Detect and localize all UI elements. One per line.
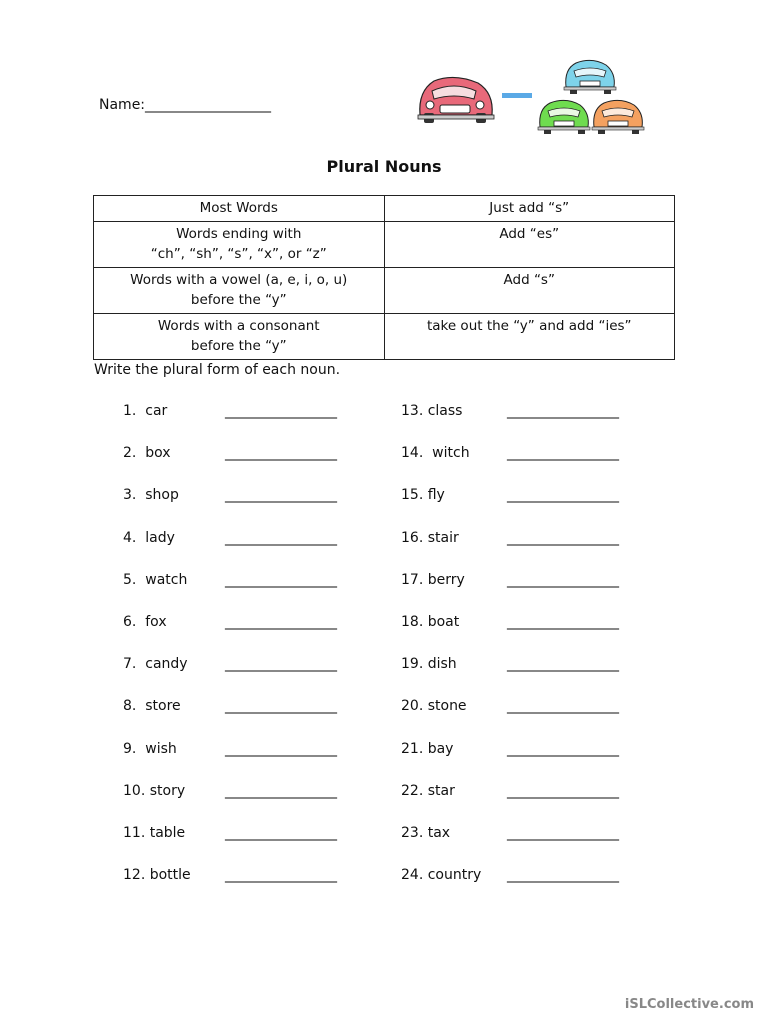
table-row <box>94 314 675 360</box>
rule-text: Words with a vowel (a, e, i, o, u) <box>130 272 348 288</box>
answer-blank[interactable]: ________________ <box>225 824 337 841</box>
noun-label: 3. shop <box>123 487 179 504</box>
rule-cell <box>94 314 385 360</box>
noun-label: 12. bottle <box>123 867 191 884</box>
noun-label: 7. candy <box>123 656 188 673</box>
rule-text: before the “y” <box>190 338 287 354</box>
noun-label: 15. fly <box>401 487 445 504</box>
action-text: Just add “s” <box>489 200 570 216</box>
rule-cell <box>94 196 385 222</box>
orange-car-icon <box>592 100 644 134</box>
green-car-icon <box>538 100 590 134</box>
table-row <box>94 222 675 268</box>
answer-blank[interactable]: ________________ <box>225 403 337 419</box>
noun-label: 23. tax <box>401 824 451 841</box>
rules-table <box>93 195 675 360</box>
rule-text: before the “y” <box>190 292 287 308</box>
rule-cell <box>94 268 385 314</box>
answer-blank[interactable]: ________________ <box>507 782 619 799</box>
speed-line-icon <box>502 93 532 98</box>
action-text: Add “es” <box>499 226 560 242</box>
answer-blank[interactable]: ________________ <box>225 740 337 757</box>
name-field[interactable]: Name:__________________ <box>99 97 272 113</box>
answer-blank[interactable]: ________________ <box>507 571 619 588</box>
action-cell <box>384 196 675 222</box>
noun-label: 9. wish <box>123 740 177 757</box>
rule-cell <box>94 222 385 268</box>
answer-blank[interactable]: ________________ <box>225 445 337 462</box>
red-car-icon <box>418 77 494 123</box>
action-text: take out the “y” and add “ies” <box>426 318 632 334</box>
action-cell <box>384 314 675 360</box>
instructions: Write the plural form of each noun. <box>94 362 341 378</box>
answer-blank[interactable]: ________________ <box>225 529 337 546</box>
noun-label: 1. car <box>123 403 168 419</box>
answer-blank[interactable]: ________________ <box>225 782 337 799</box>
rule-text: “ch”, “sh”, “s”, “x”, or “z” <box>150 246 327 262</box>
answer-blank[interactable]: ________________ <box>225 487 337 504</box>
noun-label: 2. box <box>123 445 171 462</box>
answer-blank[interactable]: ________________ <box>225 571 337 588</box>
action-text: Add “s” <box>503 272 555 288</box>
noun-label: 22. star <box>401 782 455 799</box>
answer-blank[interactable]: ________________ <box>507 740 619 757</box>
answer-blank[interactable]: ________________ <box>507 698 619 715</box>
action-cell <box>384 222 675 268</box>
noun-label: 20. stone <box>401 698 467 715</box>
cars-illustration-icon <box>414 55 646 137</box>
table-row <box>94 268 675 314</box>
rule-text: Most Words <box>199 200 278 216</box>
noun-label: 10. story <box>123 782 186 799</box>
answer-blank[interactable]: ________________ <box>507 613 619 630</box>
answer-blank[interactable]: ________________ <box>225 613 337 630</box>
noun-label: 17. berry <box>401 571 465 588</box>
noun-label: 24. country <box>401 867 482 884</box>
noun-label: 6. fox <box>123 613 167 630</box>
noun-label: 21. bay <box>401 740 454 757</box>
answer-blank[interactable]: ________________ <box>225 867 337 884</box>
noun-label: 19. dish <box>401 656 457 673</box>
answer-blank[interactable]: ________________ <box>507 656 619 673</box>
noun-label: 5. watch <box>123 571 188 588</box>
answer-blank[interactable]: ________________ <box>507 867 619 884</box>
rule-text: Words ending with <box>176 226 302 242</box>
answer-blank[interactable]: ________________ <box>225 656 337 673</box>
rule-text: Words with a consonant <box>157 318 320 334</box>
answer-blank[interactable]: ________________ <box>507 824 619 841</box>
answer-blank[interactable]: ________________ <box>507 445 619 462</box>
noun-label: 14. witch <box>401 445 470 462</box>
page-title: Plural Nouns <box>326 157 442 176</box>
noun-label: 4. lady <box>123 529 175 546</box>
noun-label: 18. boat <box>401 613 460 630</box>
table-row <box>94 196 675 222</box>
noun-label: 8. store <box>123 698 181 715</box>
noun-label: 11. table <box>123 824 186 841</box>
answer-blank[interactable]: ________________ <box>507 403 619 419</box>
blue-car-icon <box>564 60 616 94</box>
answer-blank[interactable]: ________________ <box>507 529 619 546</box>
answer-blank[interactable]: ________________ <box>225 698 337 715</box>
answer-blank[interactable]: ________________ <box>507 487 619 504</box>
action-cell <box>384 268 675 314</box>
footer-watermark: iSLCollective.com <box>624 997 754 1012</box>
noun-label: 13. class <box>401 403 463 419</box>
noun-label: 16. stair <box>401 529 459 546</box>
